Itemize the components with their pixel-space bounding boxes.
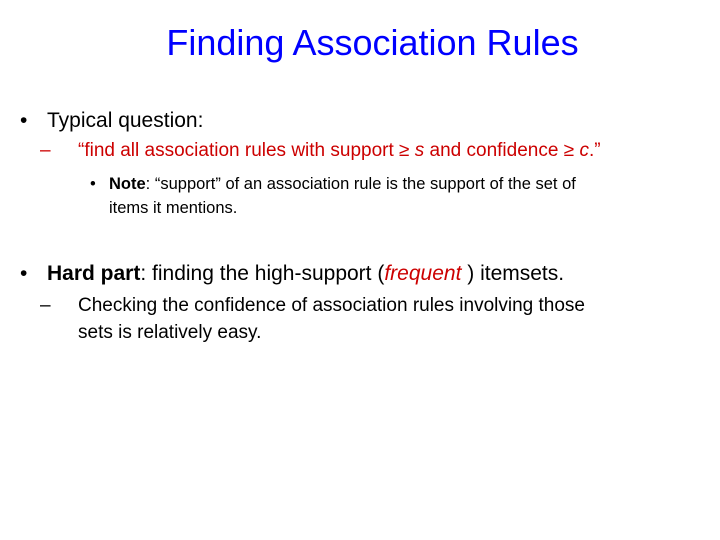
sub-bullet-find-rules [40, 140, 601, 162]
bullet-text: Typical question: [47, 109, 204, 132]
hard-part-label: Hard part [47, 262, 141, 285]
slide-title: Finding Association Rules [166, 22, 579, 63]
ge-symbol: ≥ [563, 140, 580, 161]
sub-text-part1: “find all association rules with support [78, 140, 400, 161]
bullet-typical-question [20, 109, 203, 133]
sub-bullet-checking [40, 295, 585, 317]
note-text-line2: items it mentions. [109, 199, 238, 217]
note-label: Note [109, 175, 146, 193]
checking-text-line2: sets is relatively easy. [78, 322, 262, 343]
ge-symbol: ≥ [399, 140, 415, 161]
support-var-s: s [414, 140, 425, 161]
hard-part-text: : finding the high-support ( [140, 262, 385, 285]
frequent-term: frequent [384, 262, 462, 285]
bullet-hard-part [20, 262, 564, 286]
dash-marker: – [40, 295, 51, 316]
sub-text-part2: and confidence [424, 140, 564, 161]
note-text-line1: : “support” of an association rule is the support of the set of [145, 175, 576, 193]
dash-marker: – [40, 140, 51, 161]
hard-part-end: ) itemsets. [461, 262, 565, 285]
bullet-marker: • [20, 109, 28, 132]
checking-text-line1: Checking the confidence of association rules involving those [78, 295, 585, 316]
sub-sub-bullet-note [90, 175, 576, 194]
confidence-var-c: c [579, 140, 589, 161]
bullet-marker: • [90, 175, 96, 193]
sub-text-end: .” [588, 140, 601, 161]
bullet-marker: • [20, 262, 28, 285]
